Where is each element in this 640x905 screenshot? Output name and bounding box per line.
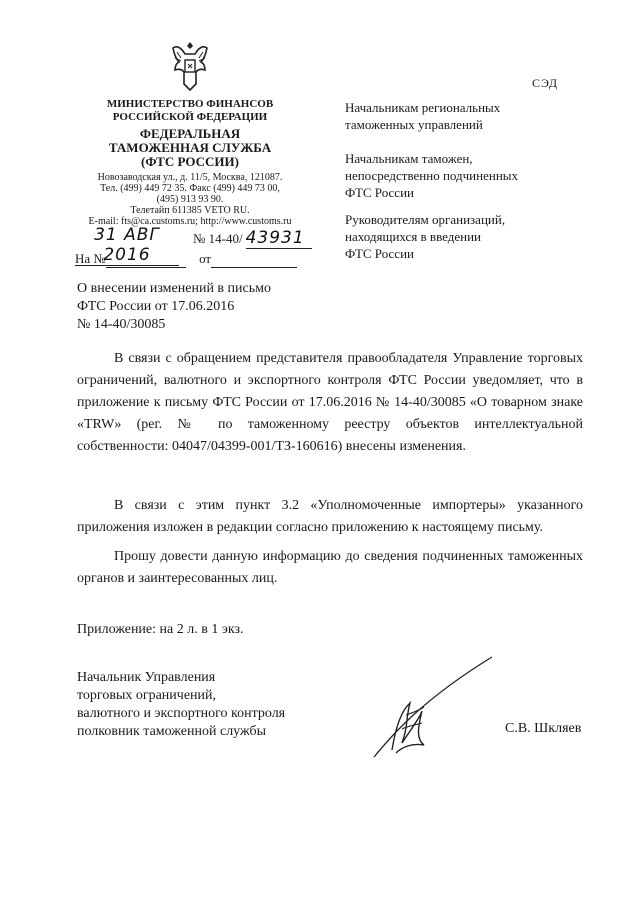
- sed-label: СЭД: [532, 76, 559, 90]
- service-address: Новозаводская ул., д. 11/5, Москва, 121087. Тел. (499) 449 72 35. Факс (499) 449 73 00, (495) 913 93 90. Телетайп 611385 VETO RU. E-mail: fts@ca.customs.ru; http://www.customs.ru: [88, 172, 292, 227]
- service-name: ФЕДЕРАЛЬНАЯ ТАМОЖЕННАЯ СЛУЖБА (ФТС РОССИИ): [108, 126, 272, 169]
- coat-of-arms-icon: [163, 38, 217, 94]
- paragraph-1: В связи с обращением представителя правообладателя Управление торговых ограничений, валютного и экспортного контроля ФТС России уведомляет, что в приложение к письму ФТС России от 17.06.2016 № 14-40/30085 «О товарном знаке «TRW» (рег. № по таможенному реестру объектов интеллектуальной собственности: 04047/04399-001/ТЗ-160616) внесены изменения.: [77, 351, 583, 454]
- date-handwritten: 31 АВГ 2016: [75, 225, 179, 266]
- reference-line: На № от: [75, 251, 297, 268]
- signatory-title: Начальник Управления торговых ограничений, валютного и экспортного контроля полковник таможенной службы: [77, 670, 286, 739]
- letter-number: № 14-40/ 43931: [193, 228, 312, 249]
- paragraph-2: В связи с этим пункт 3.2 «Уполномоченные импортеры» указанного приложения изложен в редакции согласно приложению к настоящему письму.: [77, 498, 583, 535]
- ministry-name: МИНИСТЕРСТВО ФИНАНСОВ РОССИЙСКОЙ ФЕДЕРАЦИИ: [106, 98, 274, 123]
- recipient-1: Начальникам региональных таможенных управлений: [345, 100, 501, 132]
- recipient-3: Руководителям организаций, находящихся в введении ФТС России: [345, 212, 506, 261]
- letter-subject: О внесении изменений в письмо ФТС России от 17.06.2016 № 14-40/30085: [77, 281, 271, 332]
- signatory-name: С.В. Шкляев: [505, 721, 582, 736]
- number-handwritten: 43931: [246, 228, 312, 249]
- attachment-note: Приложение: на 2 л. в 1 экз.: [77, 622, 244, 637]
- handwritten-signature: [362, 655, 502, 765]
- paragraph-3: Прошу довести данную информацию до сведения подчиненных таможенных органов и заинтересованных лиц.: [77, 549, 583, 586]
- recipient-2: Начальникам таможен, непосредственно подчиненных ФТС России: [345, 151, 519, 200]
